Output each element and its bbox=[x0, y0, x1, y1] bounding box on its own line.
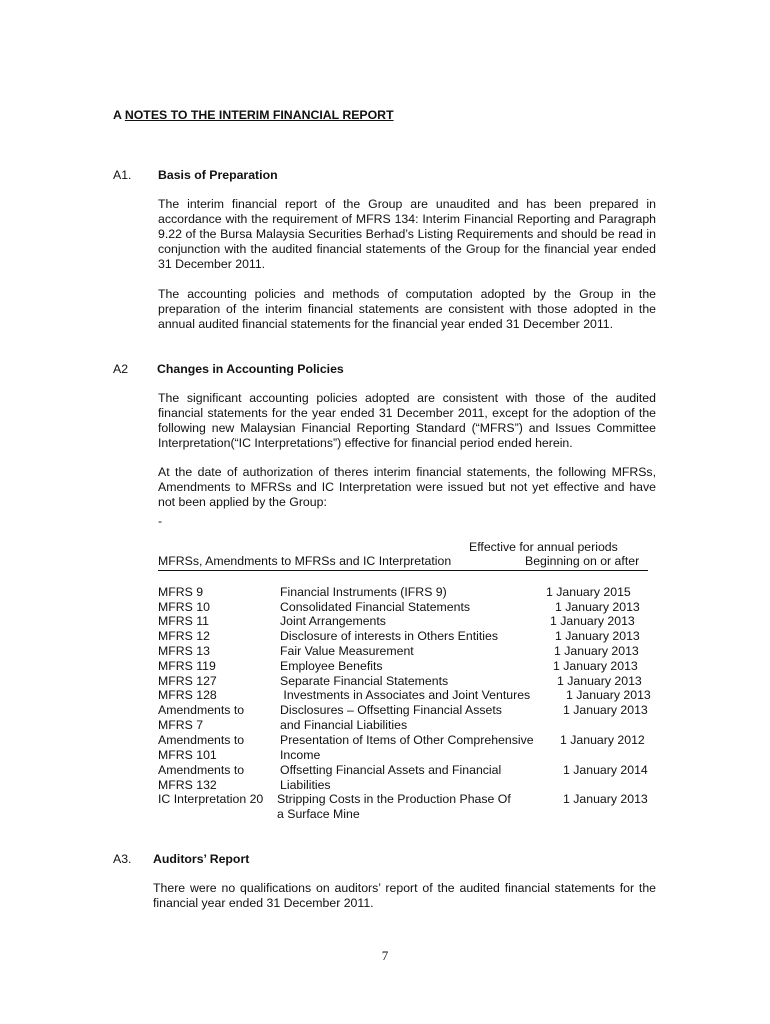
dash-marker: - bbox=[158, 514, 163, 528]
table-header-row bbox=[158, 554, 648, 571]
section-heading-a1: Basis of Preparation bbox=[158, 168, 278, 182]
page-number: 7 bbox=[381, 948, 389, 963]
section-number-a2: A2 bbox=[113, 362, 129, 376]
section-heading-a3: Auditors’ Report bbox=[153, 852, 250, 866]
table-header-effective: Effective for annual periods bbox=[469, 540, 618, 554]
table-header-beginning: Beginning on or after bbox=[525, 554, 640, 568]
section-number-a1: A1. bbox=[113, 168, 132, 182]
page-title: A NOTES TO THE INTERIM FINANCIAL REPORT bbox=[113, 108, 394, 122]
a2-paragraph-2: At the date of authorization of theres interim financial statements, the following MFRSs, Amendments to MFRSs and IC Interpretation were issued but not yet effective and have not been applied by the Group: bbox=[158, 465, 656, 509]
a1-paragraph-1: The interim financial report of the Group are unaudited and has been prepared in accordance with the requirement of MFRS 134: Interim Financial Reporting and Paragraph 9.22 of the Bursa Malaysia Securities Berhad’s Listing Requirements and should be read in conjunction with the audited financial statements of the Group for the financial year ended 31 December 2011. bbox=[158, 197, 656, 271]
a3-paragraph-1: There were no qualifications on auditors’ report of the audited financial statements for the financial year ended 31 December 2011. bbox=[153, 881, 656, 910]
a1-paragraph-2: The accounting policies and methods of computation adopted by the Group in the preparation of the interim financial statements are consistent with those adopted in the annual audited financial statements for the financial year ended 31 December 2011. bbox=[158, 287, 656, 331]
section-heading-a2: Changes in Accounting Policies bbox=[157, 362, 344, 376]
table-header-standards: MFRSs, Amendments to MFRSs and IC Interpretation bbox=[158, 554, 452, 568]
section-number-a3: A3. bbox=[113, 852, 132, 866]
a2-paragraph-1: The significant accounting policies adopted are consistent with those of the audited financial statements for the year ended 31 December 2011, except for the adoption of the following new Malaysian Financial Reporting Standard (“MFRS”) and Issues Committee Interpretation(“IC Interpretations”) effective for financial period ended herein. bbox=[158, 391, 656, 450]
title-text: NOTES TO THE INTERIM FINANCIAL REPORT bbox=[124, 108, 394, 122]
